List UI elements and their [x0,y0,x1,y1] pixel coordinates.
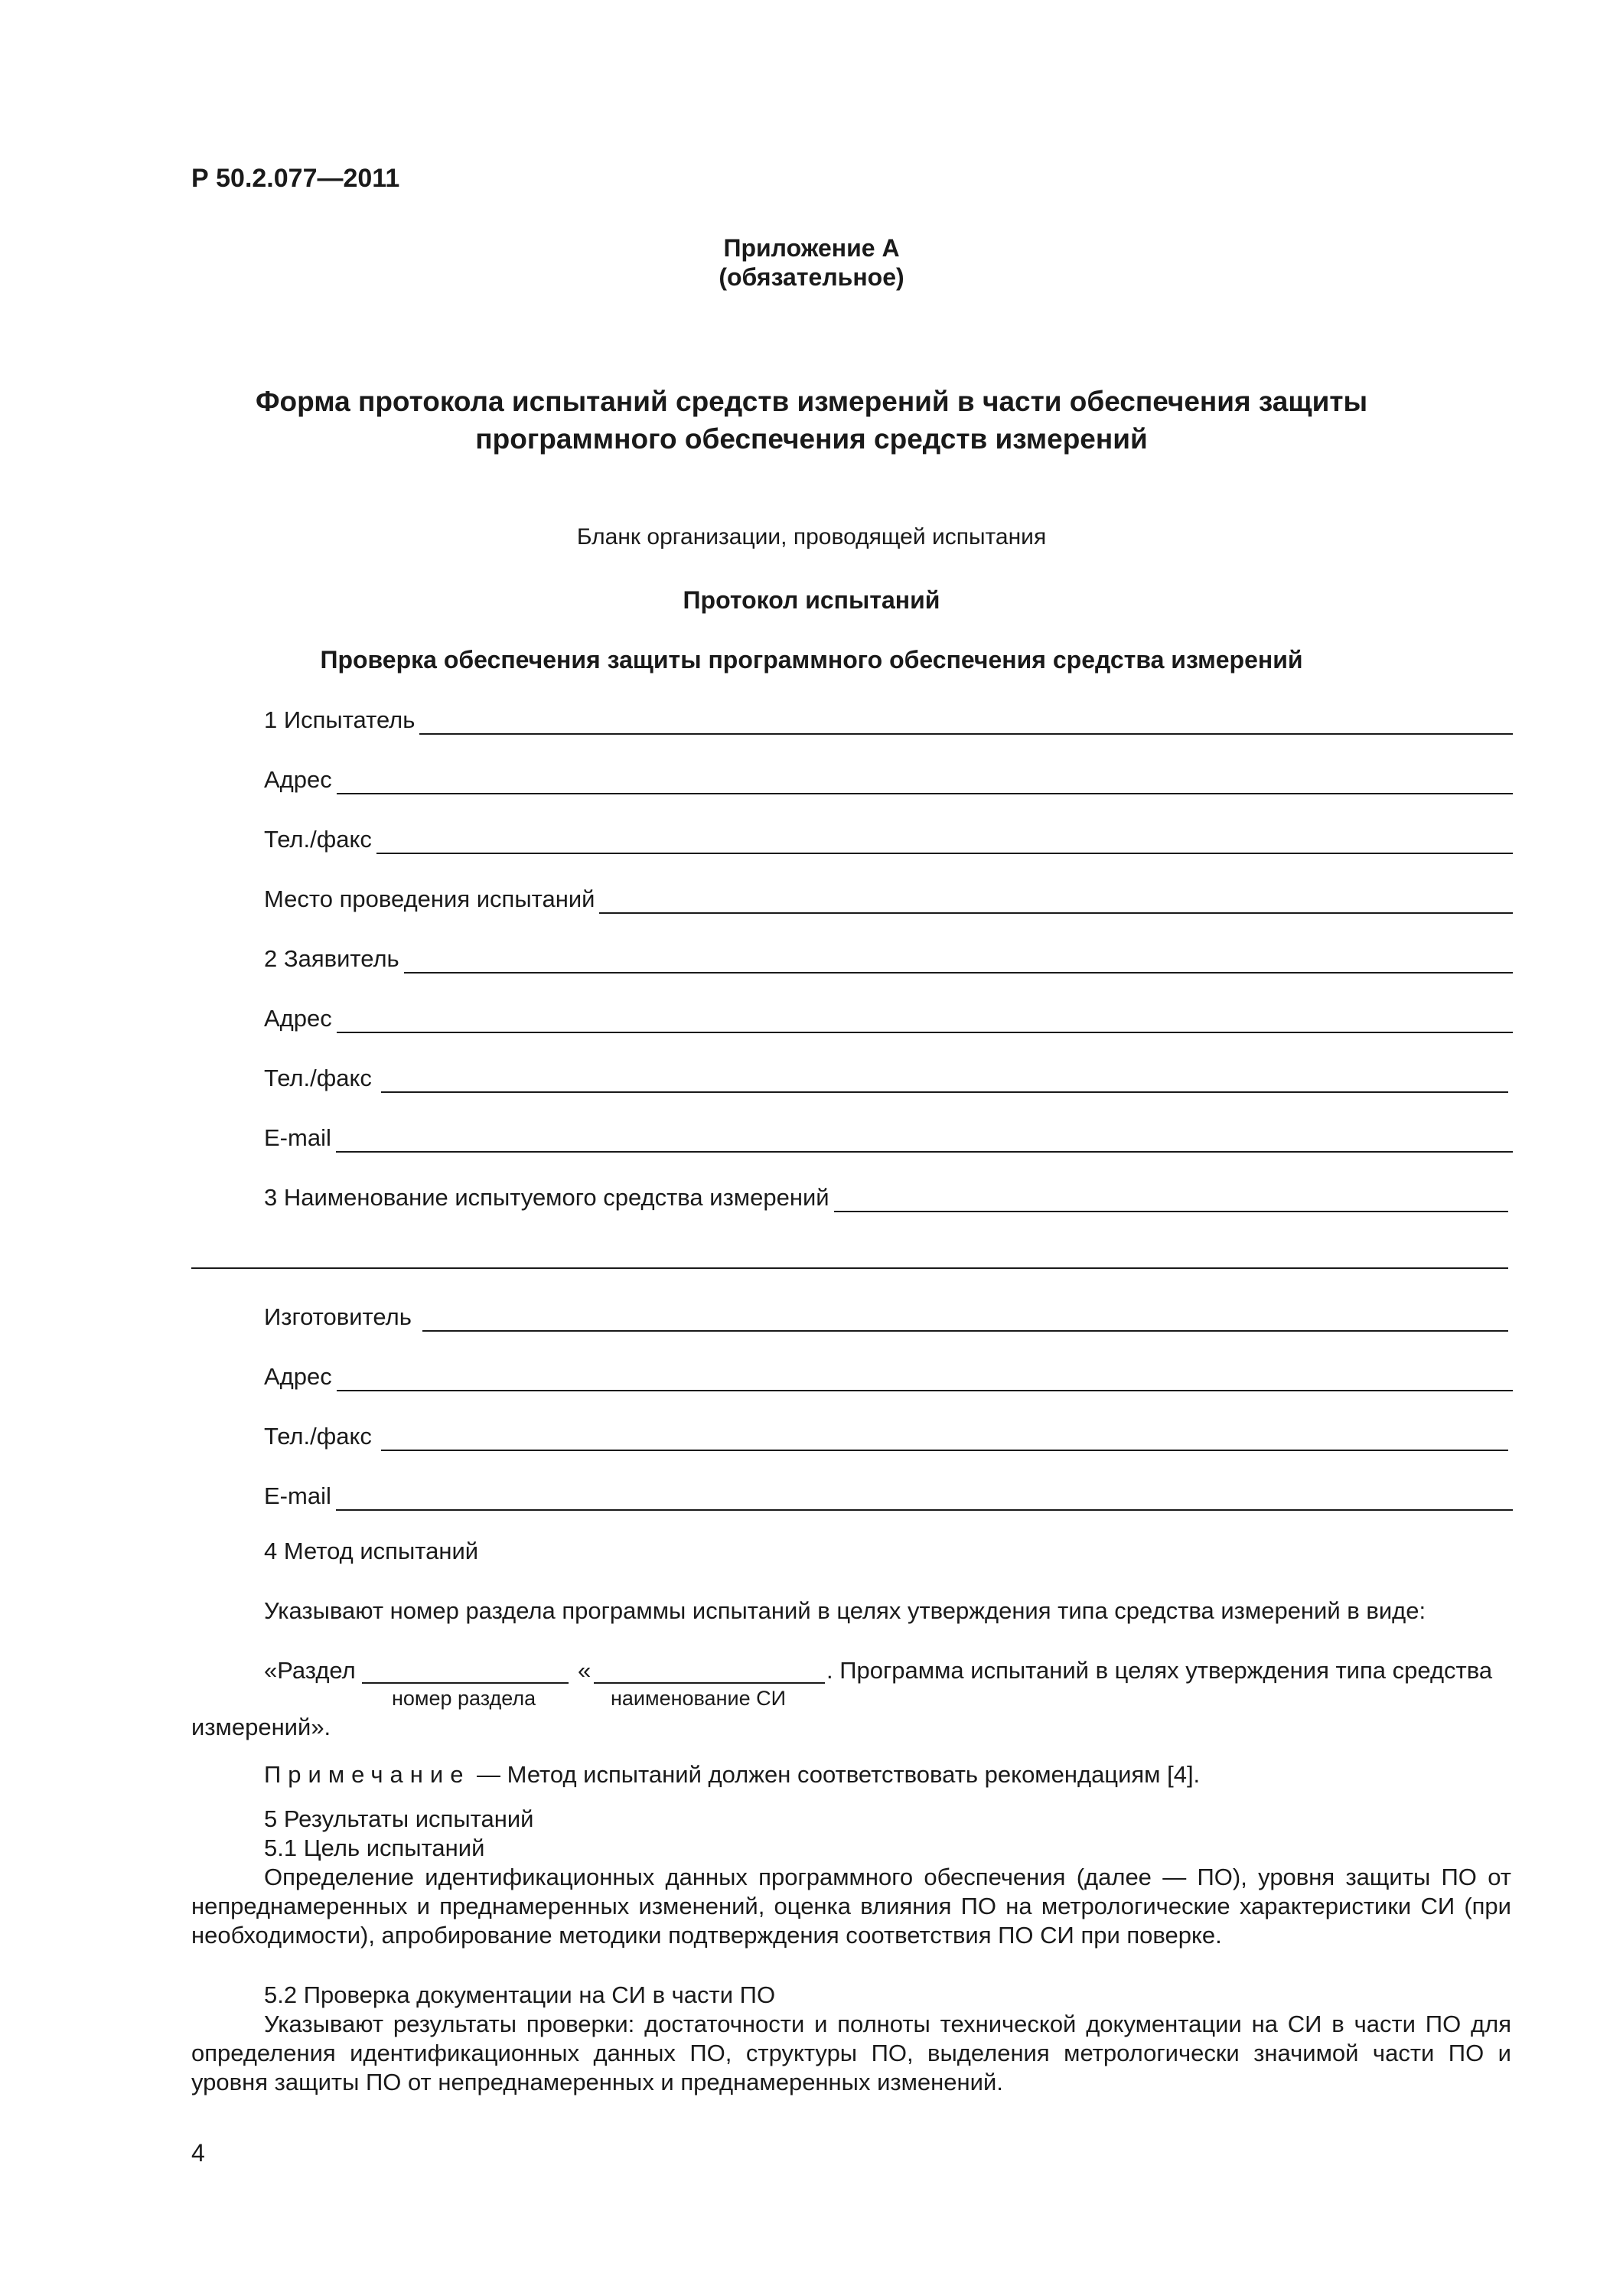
manufacturer-label: Изготовитель [264,1303,412,1330]
tester-phone-input-line[interactable] [376,827,1513,854]
manufacturer-address-label: Адрес [264,1363,332,1390]
manufacturer-phone-field[interactable] [264,1420,1508,1451]
applicant-address-input-line[interactable] [337,1006,1513,1033]
applicant-input-line[interactable] [404,946,1513,974]
manufacturer-address-field[interactable] [264,1361,1513,1391]
goal-heading: 5.1 Цель испытаний [264,1835,485,1861]
applicant-field[interactable] [264,943,1513,974]
tester-address-label: Адрес [264,766,332,793]
method-template-rest: . Программа испытаний в целях утверждения типа средства [826,1657,1493,1684]
instrument-name-field[interactable] [264,1182,1508,1212]
applicant-phone-field[interactable] [264,1062,1508,1093]
tester-label: 1 Испытатель [264,706,416,733]
instrument-name-label: 3 Наименование испытуемого средства измерений [264,1184,829,1211]
applicant-phone-input-line[interactable] [381,1065,1508,1093]
method-template-quote: « [578,1657,592,1684]
method-template-end: измерений». [191,1714,331,1740]
manufacturer-phone-label: Тел./факс [264,1423,372,1450]
tester-phone-label: Тел./факс [264,826,372,853]
tester-field[interactable] [264,704,1513,735]
section-number-caption: номер раздела [392,1687,536,1710]
manufacturer-address-input-line[interactable] [337,1364,1513,1391]
applicant-address-field[interactable] [264,1003,1513,1033]
method-heading: 4 Метод испытаний [264,1538,479,1564]
manufacturer-email-label: E-mail [264,1482,331,1509]
test-place-input-line[interactable] [599,886,1513,914]
tester-phone-field[interactable] [264,823,1513,854]
method-note [264,1760,1511,1789]
manufacturer-input-line[interactable] [422,1304,1508,1332]
applicant-address-label: Адрес [264,1005,332,1032]
letterhead-caption: Бланк организации, проводящей испытания [576,524,1047,550]
manufacturer-email-input-line[interactable] [336,1483,1513,1511]
applicant-phone-label: Тел./факс [264,1065,372,1091]
form-title-line-1: Форма протокола испытаний средств измерений в части обеспечения защиты [255,386,1368,417]
goal-text: Определение идентификационных данных программного обеспечения (далее — ПО), уровня защиты ПО от непреднамеренных и преднамеренных изменений, оценка влияния ПО на метрологические характеристики СИ (при необходимости), апробирование методики подтверждения соответствия ПО СИ при поверке. [191,1864,1511,1949]
tester-address-input-line[interactable] [337,767,1513,794]
instrument-name-blank[interactable] [594,1656,825,1684]
instrument-name-continuation-line[interactable] [191,1241,1508,1269]
document-code: Р 50.2.077—2011 [191,164,400,193]
applicant-label: 2 Заявитель [264,945,399,972]
tester-address-field[interactable] [264,764,1513,794]
annex-status: (обязательное) [719,263,904,291]
form-title-line-2: программного обеспечения средств измерений [475,423,1148,455]
doc-check-heading: 5.2 Проверка документации на СИ в части ПО [264,1981,776,2008]
protocol-title: Протокол испытаний [683,586,940,614]
method-instruction: Указывают номер раздела программы испытаний в целях утверждения типа средства измерений в виде: [264,1597,1426,1624]
applicant-email-field[interactable] [264,1122,1513,1153]
manufacturer-field[interactable] [264,1301,1508,1332]
applicant-email-label: E-mail [264,1124,331,1151]
protocol-subtitle: Проверка обеспечения защиты программного обеспечения средства измерений [320,646,1303,673]
method-template-start: «Раздел [264,1657,356,1684]
manufacturer-email-field[interactable] [264,1480,1513,1511]
tester-input-line[interactable] [419,707,1513,735]
applicant-email-input-line[interactable] [336,1125,1513,1153]
instrument-name-caption: наименование СИ [611,1687,786,1710]
manufacturer-phone-input-line[interactable] [381,1424,1508,1451]
page-number: 4 [191,2139,205,2167]
doc-check-text: Указывают результаты проверки: достаточности и полноты технической документации на СИ в части ПО для определения идентификационных данных ПО, структуры ПО, выделения метрологически значимой части ПО и уровня защиты ПО от непреднамеренных и преднамеренных изменений. [191,2011,1511,2095]
note-text: — Метод испытаний должен соответствовать рекомендациям [4]. [470,1761,1201,1788]
annex-title: Приложение А [723,234,900,262]
test-place-label: Место проведения испытаний [264,885,595,912]
note-lead: Примечание [264,1761,471,1788]
results-heading: 5 Результаты испытаний [264,1805,534,1832]
section-number-blank[interactable] [362,1656,569,1684]
instrument-name-input-line[interactable] [834,1185,1508,1212]
test-place-field[interactable] [264,883,1513,914]
